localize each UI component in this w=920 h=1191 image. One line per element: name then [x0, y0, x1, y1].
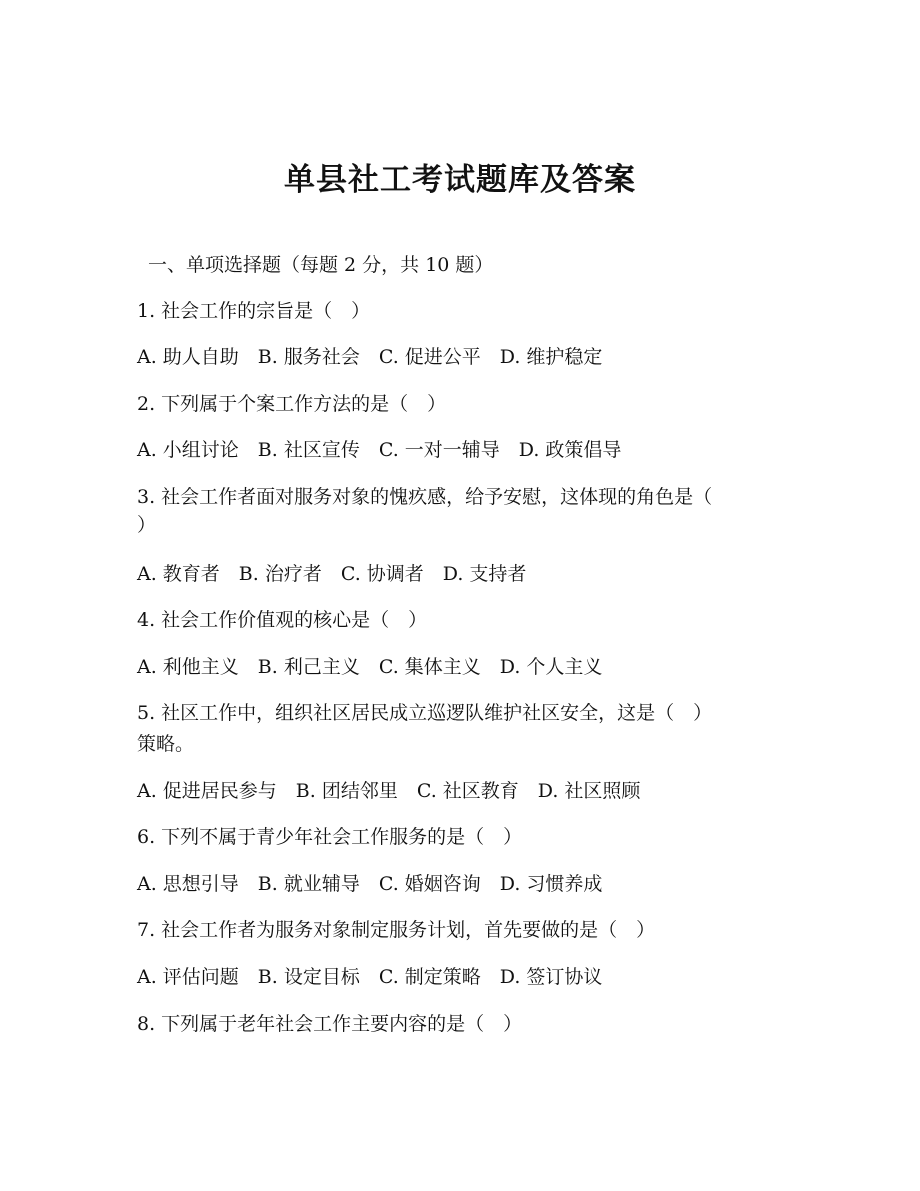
question-6-stem: 6. 下列不属于青少年社会工作服务的是（ ）: [137, 826, 523, 848]
question-3-stem: 3. 社会工作者面对服务对象的愧疚感，给予安慰，这体现的角色是（: [137, 486, 713, 508]
question-3-stem-continued: ）: [137, 514, 157, 536]
question-1-stem: 1. 社会工作的宗旨是（ ）: [137, 300, 371, 322]
question-5-stem: 5. 社区工作中，组织社区居民成立巡逻队维护社区安全，这是（ ）: [137, 702, 713, 724]
question-7-options: A. 评估问题 B. 设定目标 C. 制定策略 D. 签订协议: [137, 966, 603, 988]
question-7-stem: 7. 社会工作者为服务对象制定服务计划，首先要做的是（ ）: [137, 919, 656, 941]
document-title: 单县社工考试题库及答案: [284, 162, 636, 198]
question-2-stem: 2. 下列属于个案工作方法的是（ ）: [137, 393, 447, 415]
question-3-options: A. 教育者 B. 治疗者 C. 协调者 D. 支持者: [137, 563, 527, 585]
question-4-options: A. 利他主义 B. 利己主义 C. 集体主义 D. 个人主义: [137, 656, 603, 678]
question-5-options: A. 促进居民参与 B. 团结邻里 C. 社区教育 D. 社区照顾: [137, 780, 641, 802]
question-2-options: A. 小组讨论 B. 社区宣传 C. 一对一辅导 D. 政策倡导: [137, 439, 622, 461]
question-1-options: A. 助人自助 B. 服务社会 C. 促进公平 D. 维护稳定: [137, 346, 603, 368]
section-heading: 一、单项选择题（每题 2 分，共 10 题）: [148, 254, 494, 276]
question-6-options: A. 思想引导 B. 就业辅导 C. 婚姻咨询 D. 习惯养成: [137, 873, 603, 895]
question-5-stem-continued: 策略。: [137, 733, 195, 755]
question-4-stem: 4. 社会工作价值观的核心是（ ）: [137, 609, 428, 631]
question-8-stem: 8. 下列属于老年社会工作主要内容的是（ ）: [137, 1013, 523, 1035]
